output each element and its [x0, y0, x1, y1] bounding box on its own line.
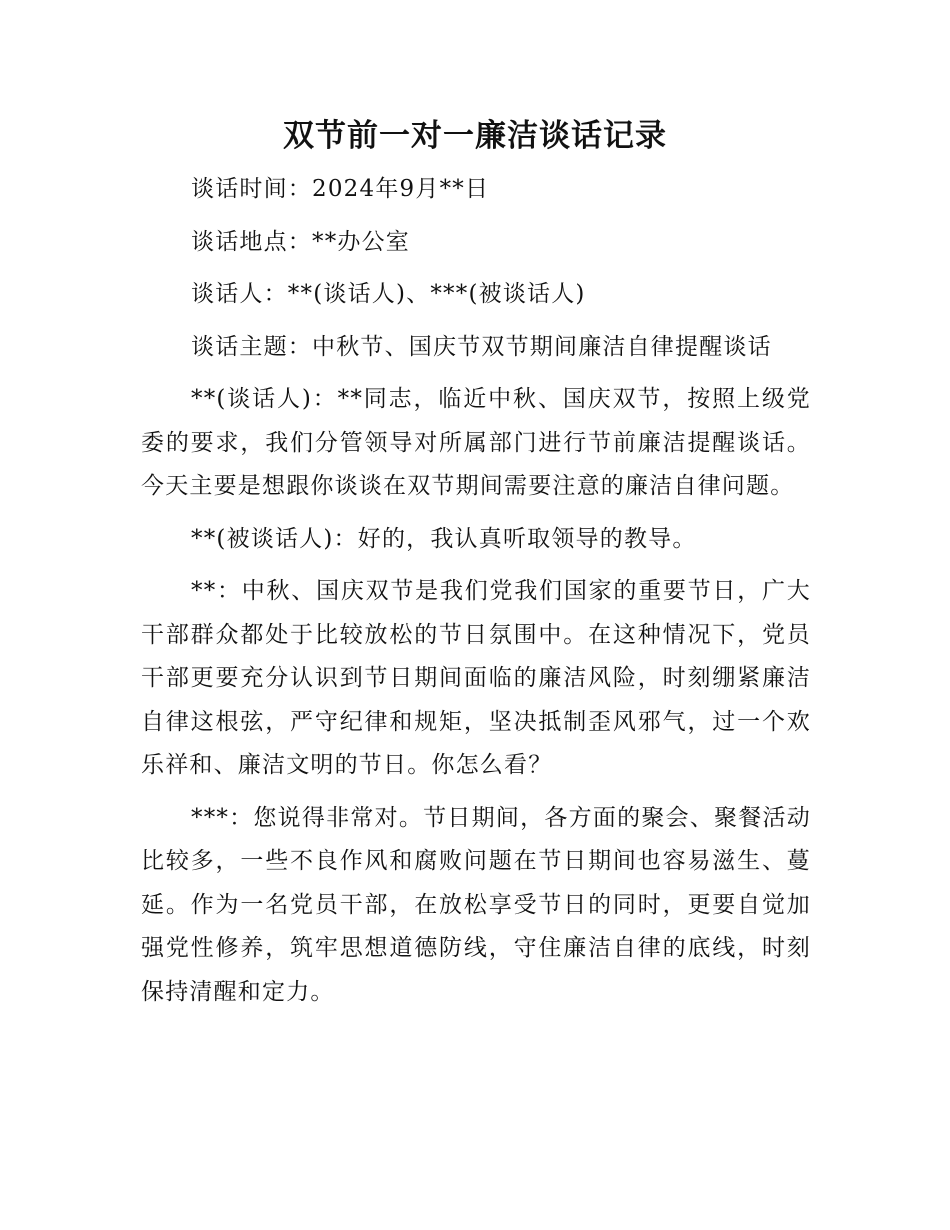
dialogue-paragraph: ***：您说得非常对。节日期间，各方面的聚会、聚餐活动比较多，一些不良作风和腐败问题在节日期间也容易滋生、蔓延。作为一名党员干部，在放松享受节日的同时，更要自觉加强党性修养，筑牢思想道德防线，守住廉洁自律的底线，时刻保持清醒和定力。: [141, 804, 811, 1005]
dialogue-paragraph: **：中秋、国庆双节是我们党我们国家的重要节日，广大干部群众都处于比较放松的节日氛围中。在这种情况下，党员干部更要充分认识到节日期间面临的廉洁风险，时刻绷紧廉洁自律这根弦，严守纪律和规矩，坚决抵制歪风邪气，过一个欢乐祥和、廉洁文明的节日。你怎么看？: [141, 578, 811, 778]
meta-time: 谈话时间：2024年9月**日: [191, 176, 490, 202]
document-body: [141, 168, 811, 1023]
meta-topic: 谈话主题：中秋节、国庆节双节期间廉洁自律提醒谈话: [191, 333, 772, 360]
document-title: 双节前一对一廉洁谈话记录: [283, 118, 667, 154]
dialogue-paragraph: **(谈话人)：**同志，临近中秋、国庆双节，按照上级党委的要求，我们分管领导对所属部门进行节前廉洁提醒谈话。今天主要是想跟你谈谈在双节期间需要注意的廉洁自律问题。: [141, 386, 811, 499]
dialogue-paragraph: **(被谈话人)：好的，我认真听取领导的教导。: [191, 525, 697, 552]
meta-people: 谈话人：**(谈话人)、***(被谈话人): [191, 281, 586, 307]
meta-place: 谈话地点：**办公室: [191, 228, 410, 255]
